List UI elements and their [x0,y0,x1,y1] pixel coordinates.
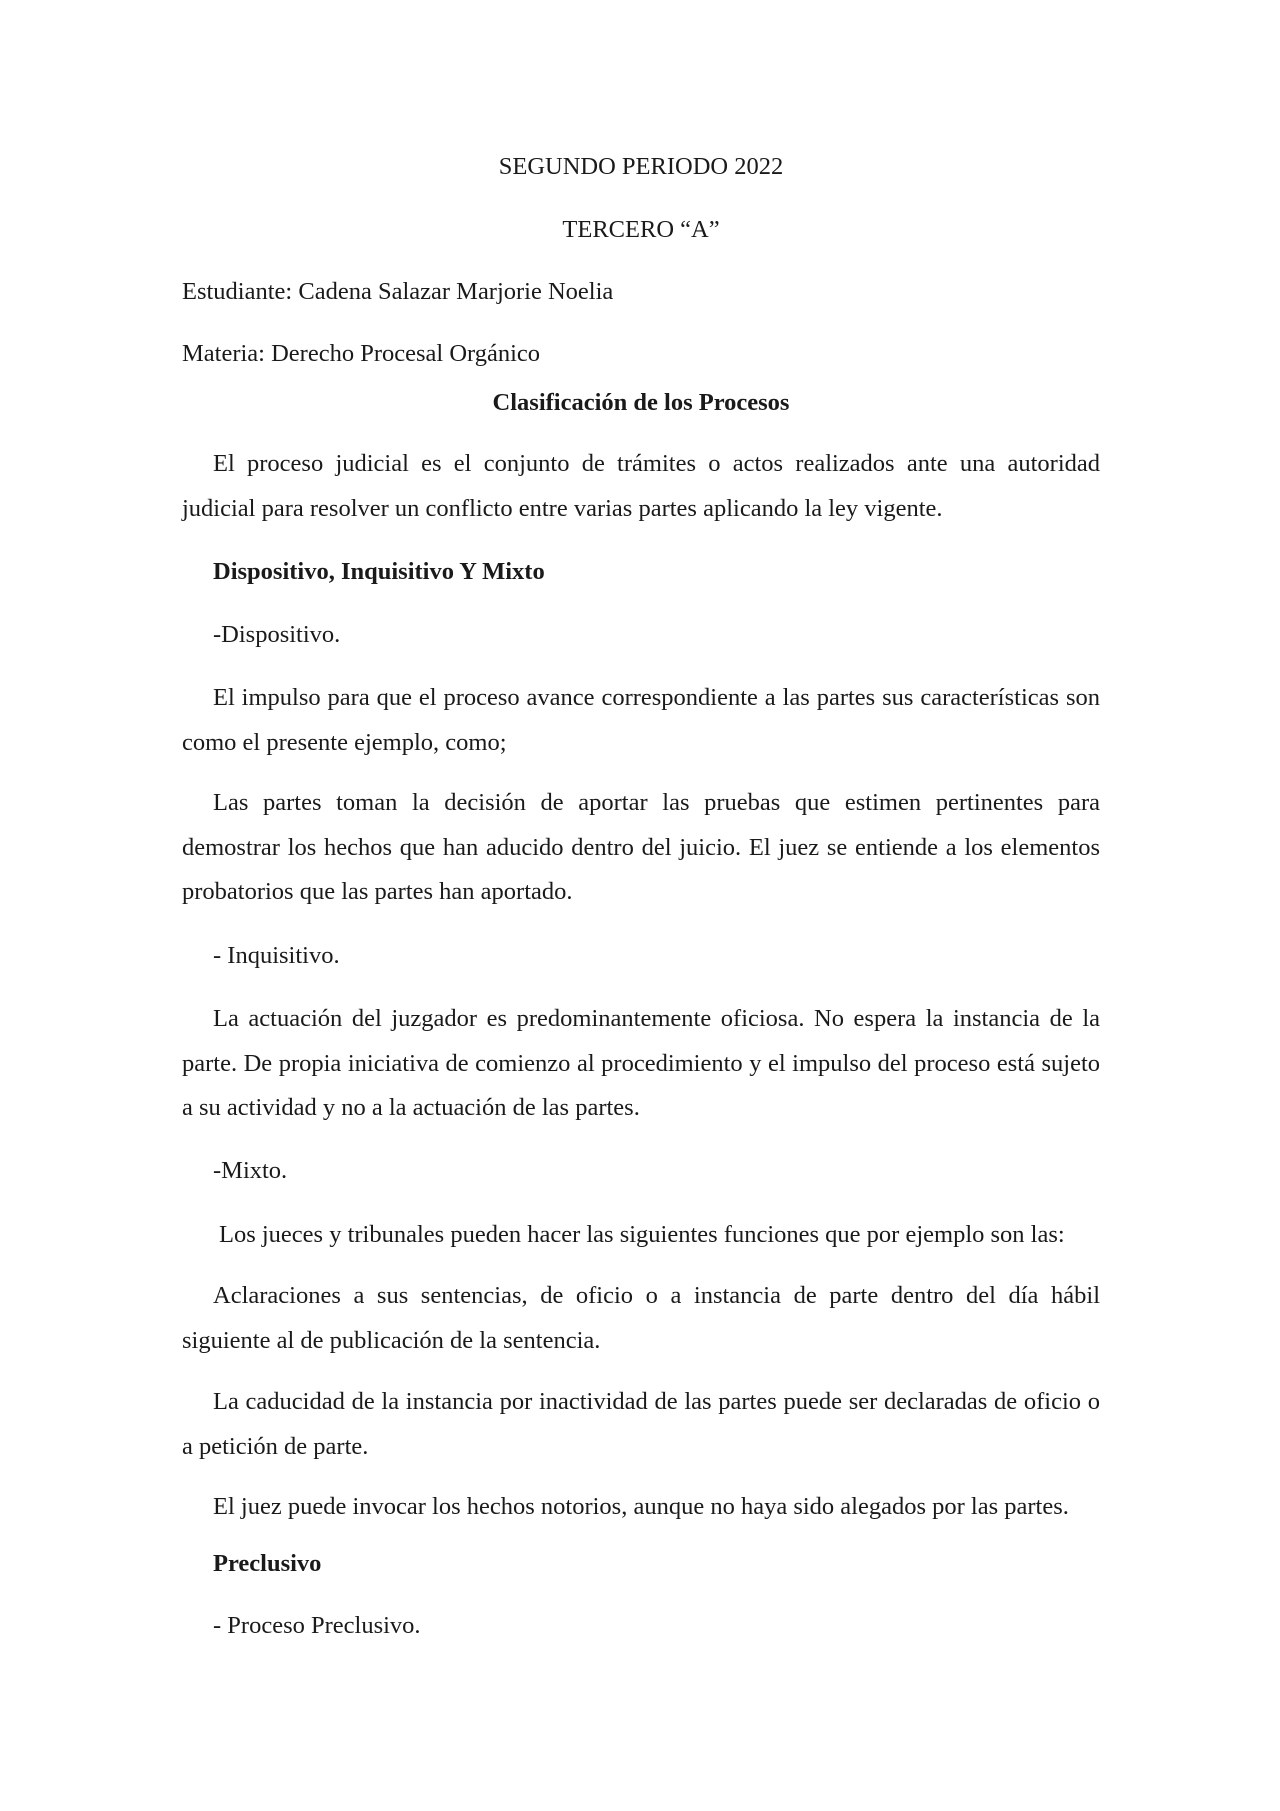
mixto-paragraph-1: Los jueces y tribunales pueden hacer las siguientes funciones que por ejemplo son las: [219,1221,1065,1248]
dispositivo-paragraph-2: Las partes toman la decisión de aportar las pruebas que estimen pertinentes para demostrar los hechos que han aducido dentro del juicio. El juez se entiende a los elementos probatorios que las partes han aportado. [182,789,1100,905]
mixto-label: -Mixto. [213,1157,288,1184]
document-title: Clasificación de los Procesos [492,389,790,416]
mixto-paragraph-3: La caducidad de la instancia por inactividad de las partes puede ser declaradas de oficio o a petición de parte. [182,1388,1100,1460]
dispositivo-paragraph-1: El impulso para que el proceso avance correspondiente a las partes sus características son como el presente ejemplo, como; [182,684,1100,756]
inquisitivo-paragraph: La actuación del juzgador es predominantemente oficiosa. No espera la instancia de la parte. De propia iniciativa de comienzo al procedimiento y el impulso del proceso está sujeto a su actividad y no a la actuación de las partes. [182,1005,1100,1121]
subject-line: Materia: Derecho Procesal Orgánico [182,340,541,367]
period-heading: SEGUNDO PERIODO 2022 [498,153,784,180]
course-heading: TERCERO “A” [562,216,720,243]
intro-paragraph: El proceso judicial es el conjunto de trámites o actos realizados ante una autoridad judicial para resolver un conflicto entre varias partes aplicando la ley vigente. [182,450,1100,522]
mixto-paragraph-4: El juez puede invocar los hechos notorios, aunque no haya sido alegados por las partes. [213,1493,1069,1520]
student-line: Estudiante: Cadena Salazar Marjorie Noelia [182,278,614,305]
dispositivo-label: -Dispositivo. [213,621,341,648]
section-heading-dispositivo-inquisitivo-mixto: Dispositivo, Inquisitivo Y Mixto [213,558,545,585]
mixto-paragraph-2: Aclaraciones a sus sentencias, de oficio o a instancia de parte dentro del día hábil siguiente al de publicación de la sentencia. [182,1282,1100,1354]
inquisitivo-label: - Inquisitivo. [213,942,340,969]
proceso-preclusivo-label: - Proceso Preclusivo. [213,1612,421,1639]
section-heading-preclusivo: Preclusivo [213,1550,322,1577]
